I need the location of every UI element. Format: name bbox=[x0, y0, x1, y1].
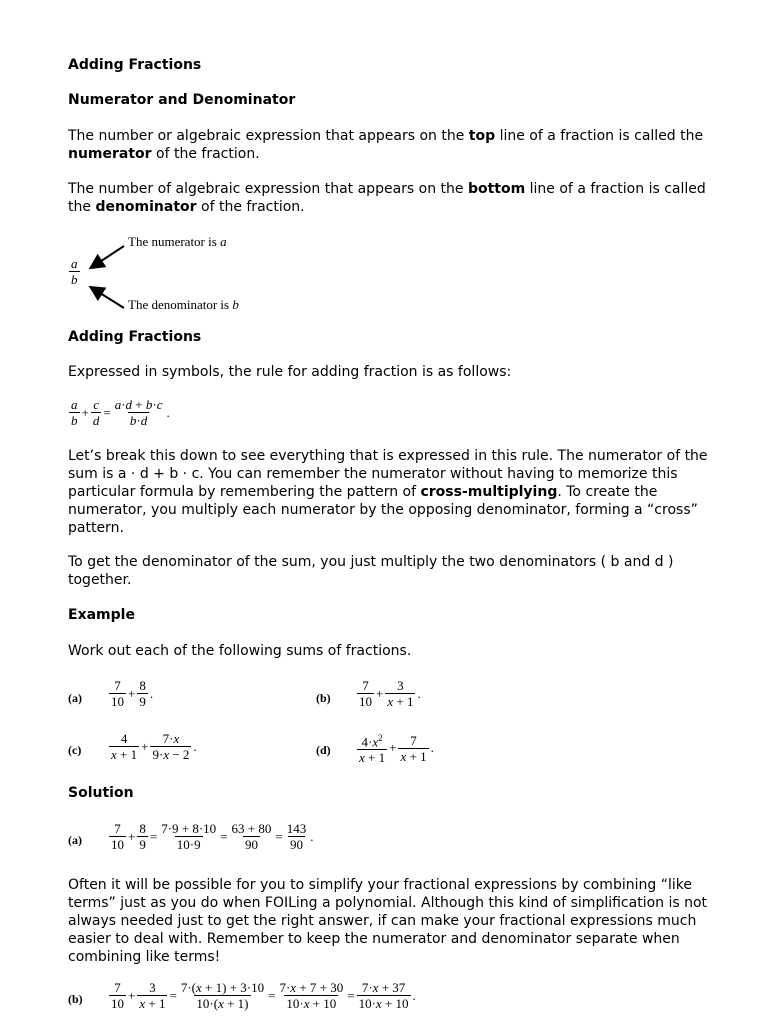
example-c-expression: $\frac{4}{x + 1}$ + $\frac{7\cdot x}{9\cdot x - 2}$ . bbox=[111, 731, 197, 762]
simplification-paragraph: Often it will be possible for you to simplify your fractional expressions by combining “like terms” just as you do when FOILing a polynomial. Although this kind of simplification is not always needed just to get the right answer, if can make your fractional expressions much easier to deal with. Remember to keep the numerator and denominator separate when combining like terms! bbox=[68, 877, 708, 965]
example-intro: Work out each of the following sums of fractions. bbox=[68, 643, 412, 659]
solution-heading: Solution bbox=[68, 785, 134, 801]
denominator-definition: The number of algebraic expression that appears on the bottom line of a fraction is called the denominator of the fraction. bbox=[68, 181, 706, 215]
rule-intro: Expressed in symbols, the rule for adding fraction is as follows: bbox=[68, 364, 512, 380]
example-label-d: (d) bbox=[316, 743, 331, 757]
example-heading: Example bbox=[68, 607, 135, 623]
example-label-b: (b) bbox=[316, 691, 331, 705]
denominator-explanation: To get the denominator of the sum, you just multiply the two denominators ( b and d ) together. bbox=[68, 554, 674, 588]
page-title: Adding Fractions bbox=[68, 57, 202, 73]
cross-multiply-explanation: Let’s break this down to see everything that is expressed in this rule. The numerator of the sum is a · d + b · c. You can remember the numerator without having to memorize this particular formula by remembering the pattern of cross-multiplying. To create the numerator, you multiply each numerator by the opposing denominator, forming a “cross” pattern. bbox=[68, 448, 708, 536]
numerator-label: The numerator is a bbox=[128, 234, 227, 249]
addition-rule-formula: $\frac{a}{b}$ + $\frac{c}{d}$ = $\frac{a\cdot d + b\cdot c}{b\cdot d}$ . bbox=[71, 397, 170, 428]
solution-b-expression: $\frac{7}{10}$ + $\frac{3}{x + 1}$ = $\frac{7\cdot(x + 1) + 3\cdot 10}{10\cdot(x + 1)}$ = $\frac{7\cdot x + 7 + 30}{10\cdot x + 10}$ = $\frac{7\cdot x + 37}{10\cdot x + 10}$ . bbox=[111, 980, 416, 1011]
section-heading-numerator-denominator: Numerator and Denominator bbox=[68, 92, 296, 108]
numerator-definition: The number or algebraic expression that appears on the top line of a fraction is called the numerator of the fraction. bbox=[68, 128, 704, 162]
diagram-fraction: $\frac{a}{b}$ bbox=[71, 256, 78, 287]
denominator-label: The denominator is b bbox=[128, 297, 239, 312]
solution-label-b: (b) bbox=[68, 992, 83, 1006]
example-a-expression: $\frac{7}{10}$ + $\frac{8}{9}$ . bbox=[111, 678, 154, 709]
section-heading-adding-fractions: Adding Fractions bbox=[68, 329, 202, 345]
solution-a-expression: $\frac{7}{10}$ + $\frac{8}{9}$ = $\frac{7\cdot 9 + 8\cdot 10}{10\cdot 9}$ = $\frac{63 + 80}{90}$ = $\frac{143}{90}$ . bbox=[111, 821, 314, 852]
example-label-a: (a) bbox=[68, 691, 82, 705]
example-b-expression: $\frac{7}{10}$ + $\frac{3}{x + 1}$ . bbox=[359, 678, 421, 709]
example-label-c: (c) bbox=[68, 743, 82, 757]
solution-label-a: (a) bbox=[68, 833, 82, 847]
example-d-expression: $\frac{4\cdot x^2}{x + 1}$ + $\frac{7}{x + 1}$ . bbox=[359, 732, 434, 766]
diagram-arrows bbox=[84, 240, 134, 316]
